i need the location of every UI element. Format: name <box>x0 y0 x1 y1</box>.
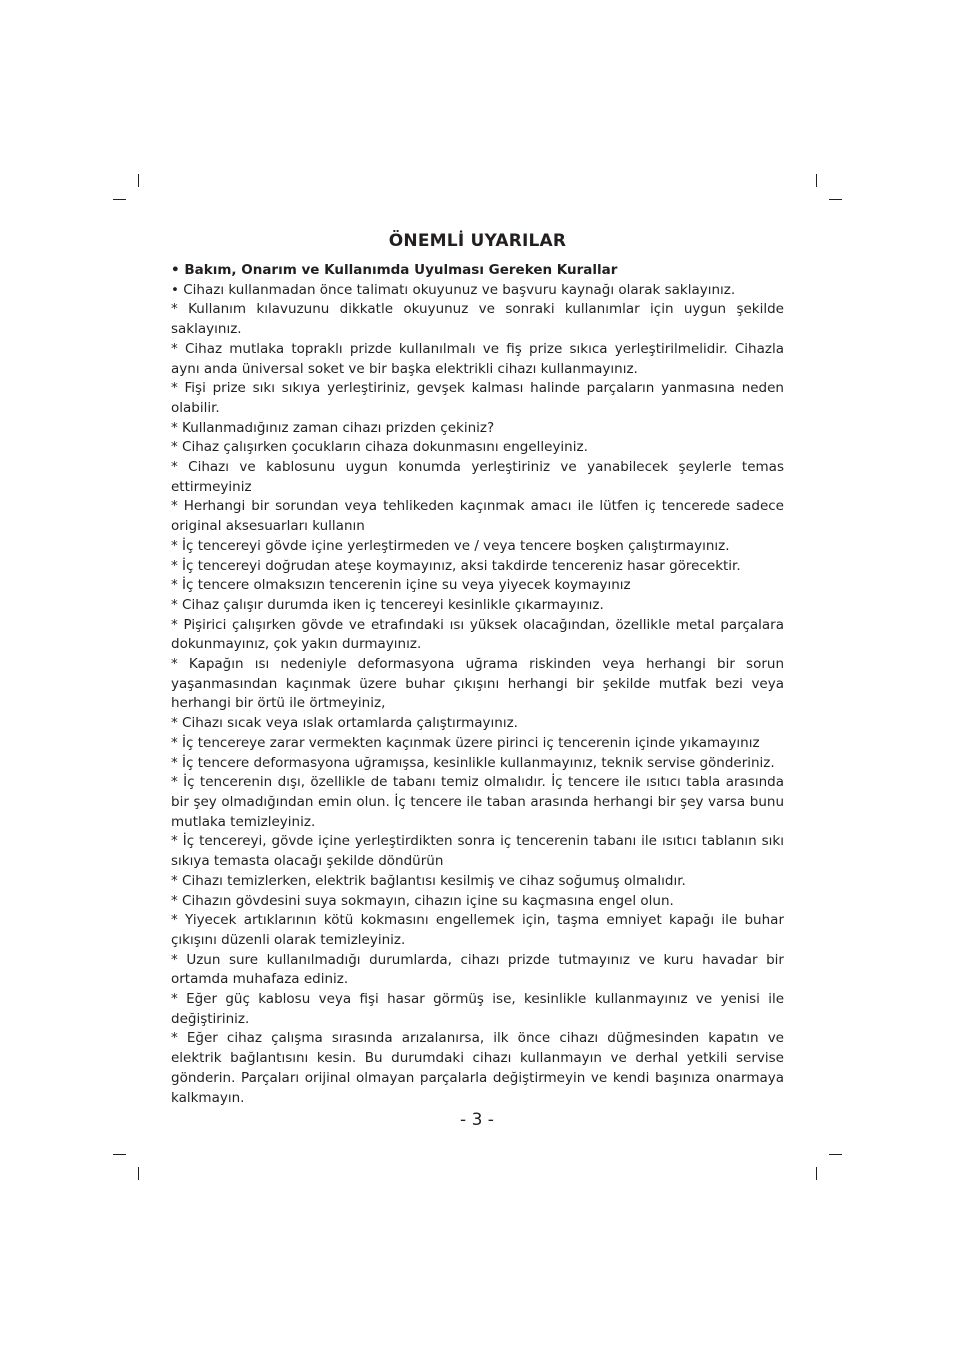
warning-item: * Eğer cihaz çalışma sırasında arızalanırsa, ilk önce cihazı düğmesinden kapatın ve elektrik bağlantısını kesin. Bu durumdaki cihazı kullanmayın ve derhal yetkili servise gönderin. Parçaları orijinal olmayan parçalarla değiştirmeyin ve kendi başınıza onarmaya kalkmayın. <box>171 1030 784 1106</box>
crop-mark-top-left-horizontal <box>113 199 126 200</box>
warning-item: * İç tencere deformasyona uğramışsa, kesinlikle kullanmayınız, teknik servise gönderiniz. <box>171 754 775 771</box>
warning-item: * Cihazı temizlerken, elektrik bağlantısı kesilmiş ve cihaz soğumuş olmalıdır. <box>171 872 686 889</box>
warning-item: * Kullanmadığınız zaman cihazı prizden çekiniz? <box>171 419 495 436</box>
warning-item: * İç tencereyi, gövde içine yerleştirdikten sonra iç tencerenin tabanı ile ısıtıcı tablanın sıkı sıkıya temasta olacağı şekilde döndürün <box>171 833 784 870</box>
crop-mark-top-left-vertical <box>138 174 139 187</box>
warning-item: * Kullanım kılavuzunu dikkatle okuyunuz ve sonraki kullanımlar için uygun şekilde saklayınız. <box>171 301 784 338</box>
page-number: - 3 - <box>460 1110 494 1130</box>
warning-item: * Eğer güç kablosu veya fişi hasar görmüş ise, kesinlikle kullanmayınız ve yenisi ile değiştiriniz. <box>171 991 784 1027</box>
warning-item: * Cihazı ve kablosunu uygun konumda yerleştiriniz ve yanabilecek şeylerle temas ettirmeyiniz <box>171 459 784 495</box>
crop-mark-bottom-right-vertical <box>816 1167 817 1180</box>
warning-item: * Uzun sure kullanılmadığı durumlarda, cihazı prizde tutmayınız ve kuru havadar bir ortamda muhafaza ediniz. <box>171 951 784 988</box>
crop-mark-bottom-right-horizontal <box>829 1154 842 1155</box>
warning-item: * İç tencerenin dışı, özellikle de tabanı temiz olmalıdır. İç tencere ile ısıtıcı tabla arasında bir şey olmadığından emin olun. İç tencere ile taban arasında herhangi bir şey varsa bunu mutlaka temizleyiniz. <box>171 774 784 830</box>
warning-item: * Cihazı sıcak veya ıslak ortamlarda çalıştırmayınız. <box>171 715 518 732</box>
crop-mark-top-right-horizontal <box>829 199 842 200</box>
warning-item: • Cihazı kullanmadan önce talimatı okuyunuz ve başvuru kaynağı olarak saklayınız. <box>171 281 736 298</box>
warning-item: * Cihaz mutlaka topraklı prizde kullanılmalı ve fiş prize sıkıca yerleştirilmelidir. Cihazla aynı anda üniversal soket ve bir başka elektrikli cihazı kullanmayınız. <box>171 340 784 377</box>
warning-item: * Cihaz çalışırken çocukların cihaza dokunmasını engelleyiniz. <box>171 439 588 456</box>
warning-item: * İç tencere olmaksızın tencerenin içine su veya yiyecek koymayınız <box>171 577 631 594</box>
warning-item: * Pişirici çalışırken gövde ve etrafındaki ısı yüksek olacağından, özellikle metal parçalara dokunmayınız, çok yakın durmayınız. <box>171 616 784 653</box>
warning-list <box>171 281 784 1109</box>
section-heading: • Bakım, Onarım ve Kullanımda Uyulması Gereken Kurallar <box>171 262 618 278</box>
page-title: ÖNEMLİ UYARILAR <box>388 231 567 251</box>
crop-mark-bottom-left-horizontal <box>113 1154 126 1155</box>
warning-item: * Cihaz çalışır durumda iken iç tencereyi kesinlikle çıkarmayınız. <box>171 596 604 613</box>
warning-item: * İç tencereye zarar vermekten kaçınmak üzere pirinci iç tencerenin içinde yıkamayınız <box>171 734 760 751</box>
warning-item: * Fişi prize sıkı sıkıya yerleştiriniz, gevşek kalması halinde parçaların yanmasına neden olabilir. <box>171 380 784 416</box>
warning-item: * Kapağın ısı nedeniyle deformasyona uğrama riskinden veya herhangi bir sorun yaşanmasından kaçınmak üzere buhar çıkışını herhangi bir şekilde mutfak bezi veya herhangi bir örtü ile örtmeyiniz, <box>171 656 784 712</box>
crop-mark-bottom-left-vertical <box>138 1167 139 1180</box>
warning-item: * Yiyecek artıklarının kötü kokmasını engellemek için, taşma emniyet kapağı ile buhar çıkışını düzenli olarak temizleyiniz. <box>171 912 784 948</box>
warning-item: * İç tencereyi doğrudan ateşe koymayınız, aksi takdirde tencereniz hasar görecektir. <box>171 557 741 574</box>
warning-item: * İç tencereyi gövde içine yerleştirmeden ve / veya tencere boşken çalıştırmayınız. <box>171 537 730 554</box>
document-body <box>171 229 784 1108</box>
warning-item: * Herhangi bir sorundan veya tehlikeden kaçınmak amacı ile lütfen iç tencerede sadece original aksesuarları kullanın <box>171 498 784 535</box>
warning-item: * Cihazın gövdesini suya sokmayın, cihazın içine su kaçmasına engel olun. <box>171 892 674 909</box>
crop-mark-top-right-vertical <box>816 174 817 187</box>
